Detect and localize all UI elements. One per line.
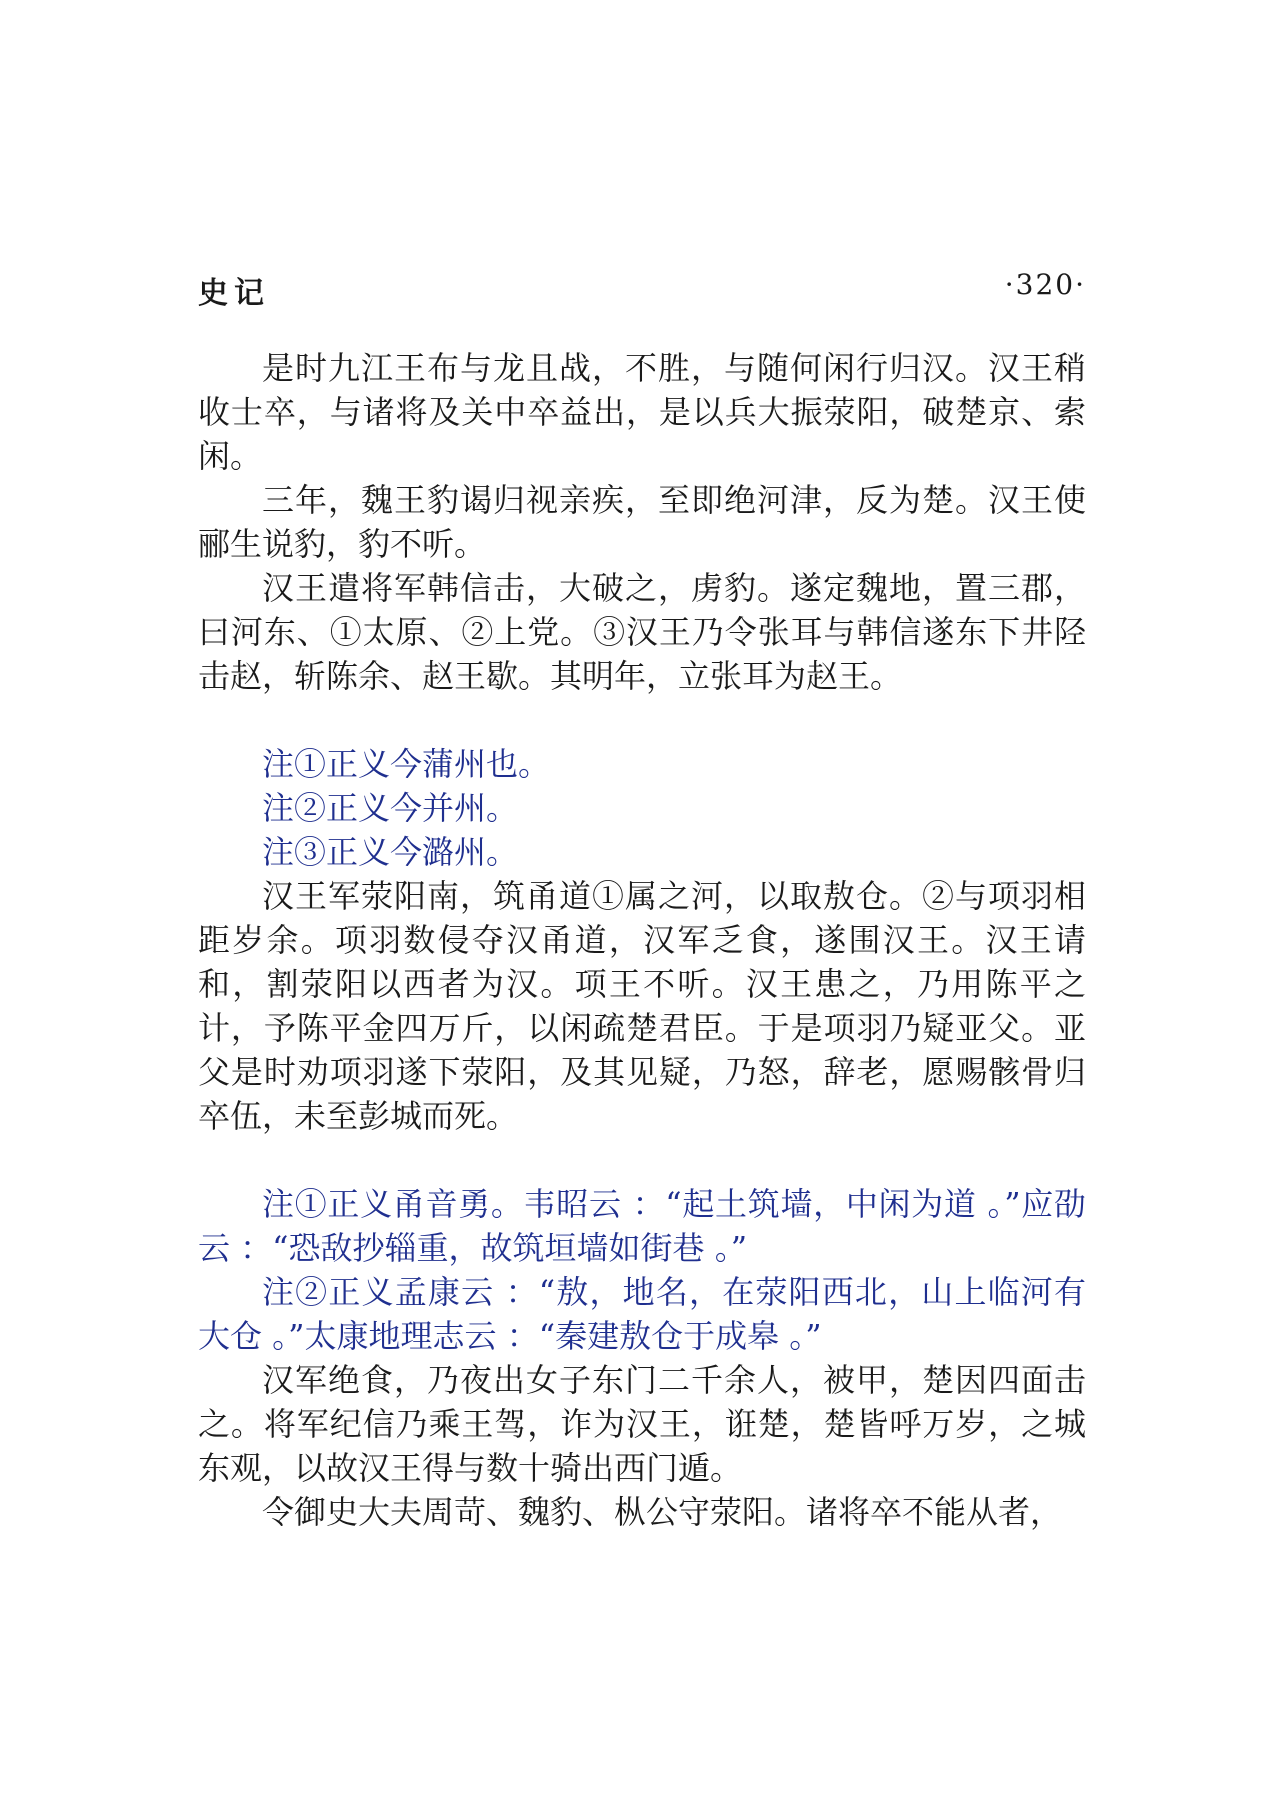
paragraph: 是时九江王布与龙且战，不胜，与随何闲行归汉。汉王稍收士卒，与诸将及关中卒益出，是以兵大振荥阳，破楚京、索闲。: [198, 349, 1086, 475]
page-body: [198, 346, 1086, 1534]
annotation: 注①正义今蒲州也。: [262, 745, 551, 783]
annotation-group: [198, 1182, 1086, 1358]
annotation: 注②正义今并州。: [262, 789, 519, 827]
page-header: [198, 268, 1086, 312]
annotation: 注②正义孟康云 ：“敖，地名，在荥阳西北，山上临河有大仓 。”太康地理志云 ：“秦建敖仓于成皋 。”: [198, 1273, 1086, 1355]
paragraph: 汉军绝食，乃夜出女子东门二千余人，被甲，楚因四面击之。将军纪信乃乘王驾，诈为汉王，诳楚，楚皆呼万岁，之城东观，以故汉王得与数十骑出西门遁。: [198, 1361, 1086, 1487]
paragraph: 汉王军荥阳南，筑甬道①属之河，以取敖仓。②与项羽相距岁余。项羽数侵夺汉甬道，汉军乏食，遂围汉王。汉王请和，割荥阳以西者为汉。项王不听。汉王患之，乃用陈平之计，予陈平金四万斤，以闲疏楚君臣。于是项羽乃疑亚父。亚父是时劝项羽遂下荥阳，及其见疑，乃怒，辞老，愿赐骸骨归卒伍，未至彭城而死。: [198, 877, 1086, 1135]
paragraph: 汉王遣将军韩信击，大破之，虏豹。遂定魏地，置三郡，曰河东、①太原、②上党。③汉王乃令张耳与韩信遂东下井陉击赵，斩陈余、赵王歇。其明年，立张耳为赵王。: [198, 569, 1086, 695]
paragraph: 三年，魏王豹谒归视亲疾，至即绝河津，反为楚。汉王使郦生说豹，豹不听。: [198, 481, 1086, 563]
book-title: 史记: [198, 276, 270, 311]
annotation: 注①正义甬音勇。韦昭云 ：“起土筑墙，中闲为道 。”应劭云 ：“恐敌抄辎重，故筑垣墙如街巷 。”: [198, 1185, 1086, 1267]
annotation: 注③正义今潞州。: [262, 833, 519, 871]
annotation-group: [198, 742, 1086, 874]
page-number: ·320·: [1004, 268, 1086, 301]
paragraph: 令御史大夫周苛、魏豹、枞公守荥阳。诸将卒不能从者，: [262, 1493, 1063, 1531]
